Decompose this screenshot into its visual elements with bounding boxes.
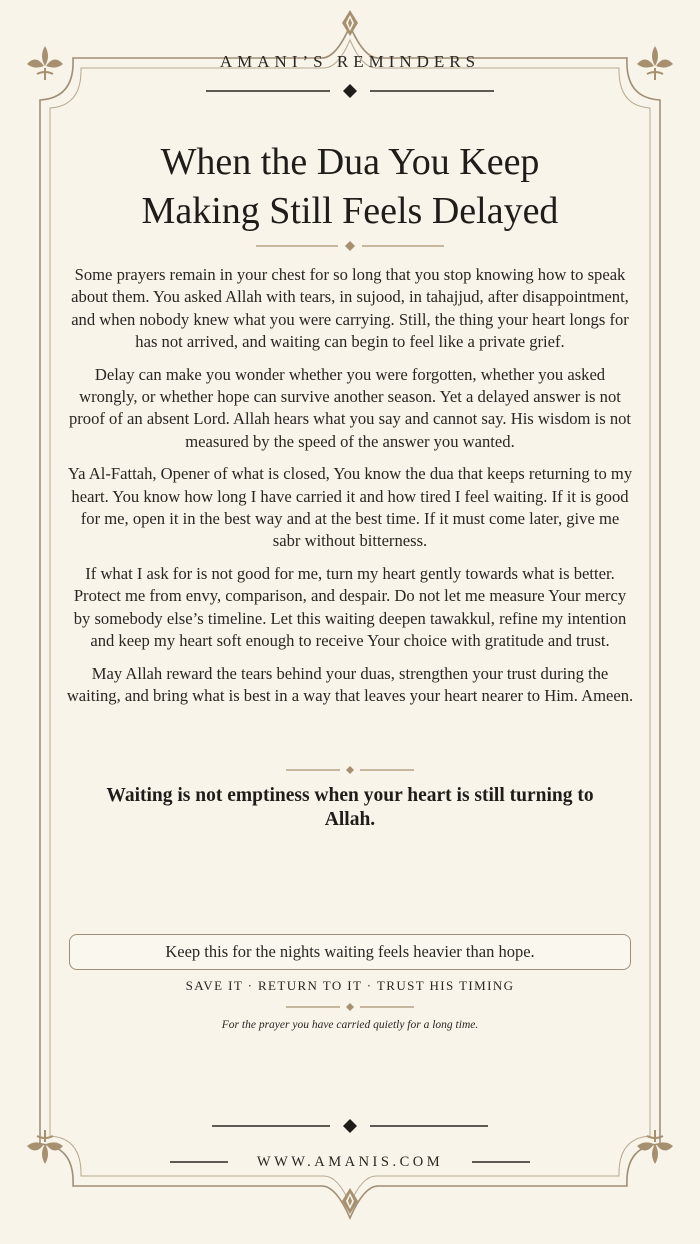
keep-note-box: Keep this for the nights waiting feels heavier than hope.: [69, 934, 631, 970]
paragraph: Some prayers remain in your chest for so long that you stop knowing how to speak about them. You asked Allah with tears, in sujood, in tahajjud, after disappointment, and when nobody knew what you were carrying. Still, the thing your heart longs for has not arrived, and waiting can begin to feel like a private grief.: [71, 265, 629, 351]
actions-line: SAVE IT · RETURN TO IT · TRUST HIS TIMING: [185, 978, 515, 993]
title-line-2: Making Still Feels Delayed: [141, 190, 559, 232]
brand-header: AMANI’S REMINDERS: [219, 52, 481, 71]
page-title: [0, 138, 700, 236]
bottom-diamond-ornament: [338, 1186, 362, 1216]
top-diamond-ornament: [338, 8, 362, 38]
title-divider: [250, 238, 450, 254]
paragraph: If what I ask for is not good for me, turn my heart gently towards what is better. Protect me from envy, comparison, and despair. Do not let me measure Your mercy by somebody else’s timeline. Let this waiting deepen tawakkul, refine my intention and keep my heart soft enough to receive Your choice with gratitude and trust.: [73, 564, 627, 650]
dedication-note: For the prayer you have carried quietly for a long time.: [221, 1019, 479, 1031]
closing-quote: Waiting is not emptiness when your heart is still turning to Allah.: [106, 785, 594, 830]
paragraph: Delay can make you wonder whether you were forgotten, whether you asked wrongly, or whether hope can survive another season. Yet a delayed answer is not proof of an absent Lord. Allah hears what you say and cannot say. His wisdom is not measured by the speed of the answer you wanted.: [68, 364, 632, 451]
header-divider: [200, 82, 500, 100]
title-line-1: When the Dua You Keep: [160, 141, 540, 183]
website-link[interactable]: WWW.AMANIS.COM: [256, 1154, 444, 1170]
paragraph: May Allah reward the tears behind your duas, strengthen your trust during the waiting, and bring what is best in a way that leaves your heart nearer to Him. Ameen.: [66, 663, 634, 706]
footer-divider: [280, 999, 420, 1015]
paragraph: Ya Al-Fattah, Opener of what is closed, You know the dua that keeps returning to my heart. You know how long I have carried it and how tired I feel waiting. If it is good for me, open it in the best way and at the best time. If it must come later, give me sabr without bitterness.: [67, 464, 633, 551]
quote-divider: [280, 762, 420, 778]
body-content: [66, 264, 634, 718]
bottom-divider: [200, 1117, 500, 1135]
